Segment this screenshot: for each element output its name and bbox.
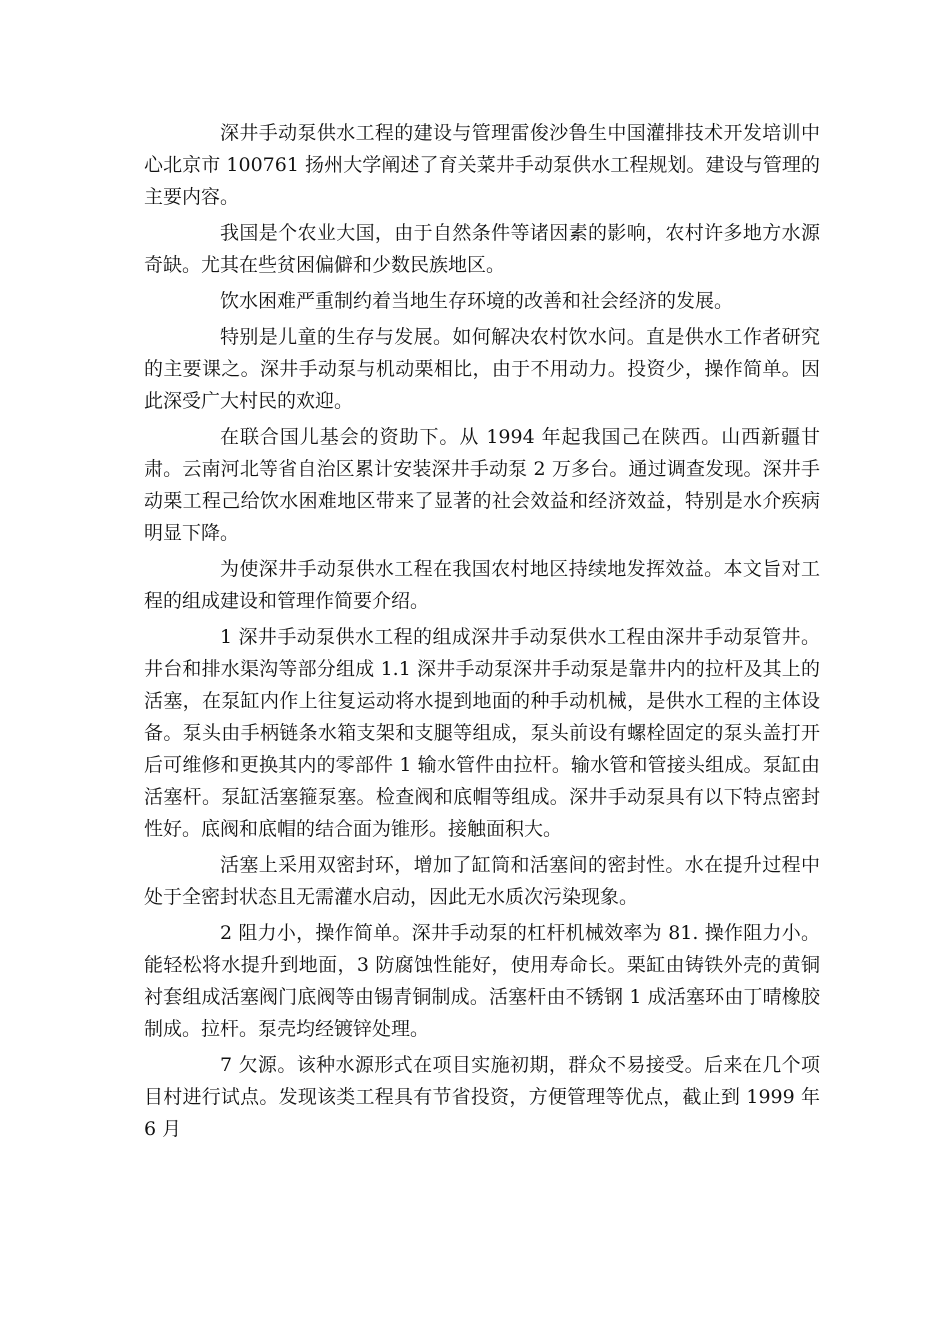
- paragraph-7: 1 深井手动泵供水工程的组成深井手动泵供水工程由深井手动泵管井。井台和排水渠沟等部分组成 1.1 深井手动泵深井手动泵是靠井内的拉杆及其上的活塞，在泵缸内作上往复运动将水提到地面的种手动机械，是供水工程的主体设备。泵头由手柄链条水箱支架和支腿等组成，泵头前设有螺栓固定的泵头盖打开后可维修和更换其内的零部件 1 输水管件由拉杆。输水管和管接头组成。泵缸由活塞杆。泵缸活塞箍泵塞。检查阀和底帽等组成。深井手动泵具有以下特点密封性好。底阀和底帽的结合面为锥形。接触面积大。: [144, 626, 820, 840]
- paragraph-10: 7 欠源。该种水源形式在项目实施初期，群众不易接受。后来在几个项目村进行试点。发现该类工程具有节省投资，方便管理等优点，截止到 1999 年 6 月: [144, 1054, 820, 1140]
- paragraph-6: 为使深井手动泵供水工程在我国农村地区持续地发挥效益。本文旨对工程的组成建设和管理作简要介绍。: [144, 558, 820, 612]
- paragraph-4: 特别是儿童的生存与发展。如何解决农村饮水问。直是供水工作者研究的主要课之。深井手动泵与机动栗相比，由于不用动力。投资少，操作简单。因此深受广大村民的欢迎。: [144, 326, 820, 412]
- paragraph-5: 在联合国儿基会的资助下。从 1994 年起我国己在陕西。山西新疆甘肃。云南河北等省自治区累计安装深井手动泵 2 万多台。通过调查发现。深井手动栗工程己给饮水困难地区带来了显著的社会效益和经济效益，特别是水介疾病明显下降。: [144, 426, 820, 544]
- paragraph-9: 2 阻力小，操作简单。深井手动泵的杠杆机械效率为 81. 操作阻力小。能轻松将水提升到地面，3 防腐蚀性能好，使用寿命长。栗缸由铸铁外壳的黄铜衬套组成活塞阀门底阀等由锡青铜制成。活塞杆由不锈钢 1 成活塞环由丁晴橡胶制成。拉杆。泵壳均经镀锌处理。: [144, 922, 820, 1040]
- paragraph-8: 活塞上采用双密封环，增加了缸筒和活塞间的密封性。水在提升过程中处于全密封状态且无需灌水启动，因此无水质次污染现象。: [144, 854, 820, 908]
- paragraph-2: 我国是个农业大国，由于自然条件等诸因素的影响，农村许多地方水源奇缺。尤其在些贫困偏僻和少数民族地区。: [144, 222, 820, 276]
- paragraph-3: 饮水困难严重制约着当地生存环境的改善和社会经济的发展。: [220, 290, 734, 312]
- paragraph-1: 深井手动泵供水工程的建设与管理雷俊沙鲁生中国灌排技术开发培训中心北京市 100761 扬州大学阐述了育关菜井手动泵供水工程规划。建设与管理的主要内容。: [144, 122, 820, 208]
- article-body: [144, 117, 820, 1149]
